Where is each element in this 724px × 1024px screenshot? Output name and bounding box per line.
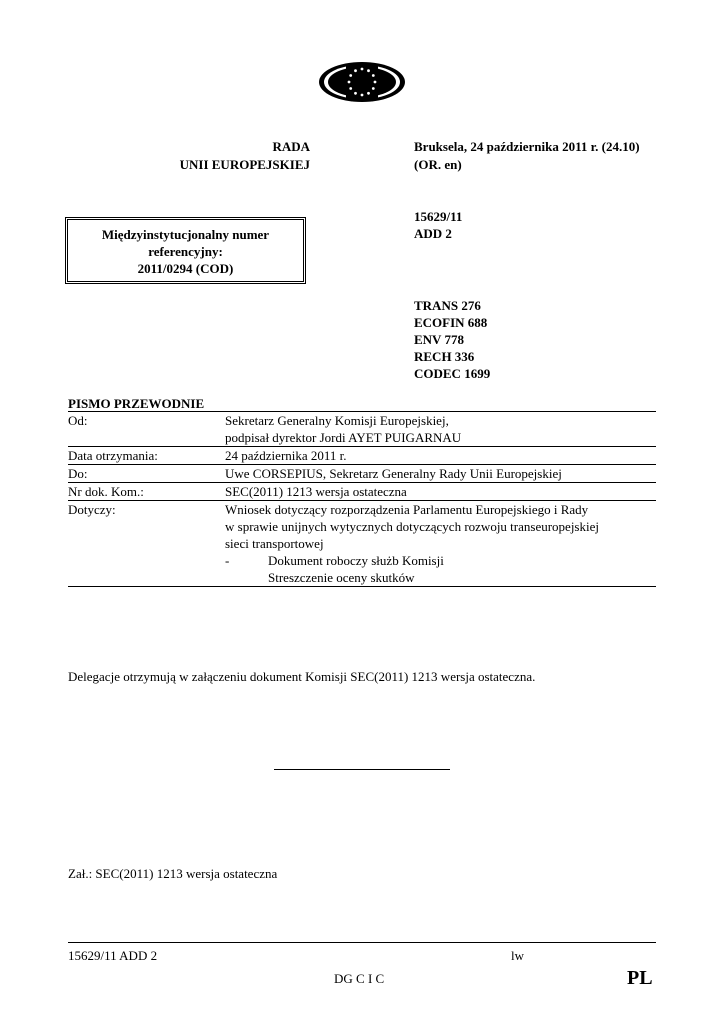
footer-rule bbox=[68, 942, 656, 943]
body-paragraph: Delegacje otrzymują w załączeniu dokument Komisji SEC(2011) 1213 wersja ostateczna. bbox=[68, 669, 536, 684]
row-label: Od: bbox=[68, 413, 88, 428]
row-value-line: sieci transportowej bbox=[225, 536, 324, 551]
row-value-line: Uwe CORSEPIUS, Sekretarz Generalny Rady Unii Europejskiej bbox=[225, 466, 562, 481]
table-row-received bbox=[68, 446, 656, 464]
row-value-line: Sekretarz Generalny Komisji Europejskiej, bbox=[225, 413, 449, 428]
document-number-line2: ADD 2 bbox=[414, 226, 452, 241]
row-value-line: 24 października 2011 r. bbox=[225, 448, 347, 463]
subject-code: ENV 778 bbox=[414, 332, 464, 347]
footer-initials: lw bbox=[511, 948, 524, 963]
subject-code: RECH 336 bbox=[414, 349, 475, 364]
row-value-line: podpisał dyrektor Jordi AYET PUIGARNAU bbox=[225, 430, 462, 445]
council-name-line2: UNII EUROPEJSKIEJ bbox=[179, 157, 310, 172]
table-row-subject bbox=[68, 500, 656, 587]
reference-line2: referencyjny: bbox=[148, 244, 223, 259]
subject-code: CODEC 1699 bbox=[414, 366, 491, 381]
reference-line3: 2011/0294 (COD) bbox=[137, 261, 234, 276]
interinstitutional-reference-box bbox=[65, 217, 306, 284]
table-row-to bbox=[68, 464, 656, 482]
subject-code: TRANS 276 bbox=[414, 298, 481, 313]
row-value bbox=[225, 447, 656, 464]
subject-codes bbox=[414, 297, 490, 382]
footer-language: PL bbox=[627, 967, 653, 989]
council-emblem-icon bbox=[318, 56, 406, 108]
row-value-line: Wniosek dotyczący rozporządzenia Parlamentu Europejskiego i Rady bbox=[225, 502, 589, 517]
place-date: Bruksela, 24 października 2011 r. (24.10) bbox=[414, 139, 640, 154]
table-row-from bbox=[68, 411, 656, 446]
row-label: Do: bbox=[68, 466, 88, 481]
row-value bbox=[225, 501, 656, 586]
row-value-line: w sprawie unijnych wytycznych dotyczących rozwoju transeuropejskiej bbox=[225, 519, 599, 534]
enclosure-note: Zał.: SEC(2011) 1213 wersja ostateczna bbox=[68, 866, 278, 881]
table-row-commission-doc bbox=[68, 482, 656, 500]
sub-item-text: Dokument roboczy służb Komisji bbox=[268, 553, 444, 568]
footer-doc-ref: 15629/11 ADD 2 bbox=[68, 948, 158, 963]
row-value bbox=[225, 465, 656, 482]
document-number bbox=[414, 208, 462, 242]
cover-note-title: PISMO PRZEWODNIE bbox=[68, 396, 205, 411]
council-name-line1: RADA bbox=[272, 139, 310, 154]
row-label: Data otrzymania: bbox=[68, 448, 158, 463]
row-value-line: SEC(2011) 1213 wersja ostateczna bbox=[225, 484, 407, 499]
footer-dg: DG C I C bbox=[334, 971, 385, 986]
cover-note-table bbox=[68, 411, 656, 587]
council-name bbox=[100, 138, 310, 174]
row-value bbox=[225, 483, 656, 500]
sub-item bbox=[225, 552, 656, 569]
subject-code: ECOFIN 688 bbox=[414, 315, 488, 330]
sub-item-text: Streszczenie oceny skutków bbox=[268, 570, 415, 585]
sub-item bbox=[225, 569, 656, 586]
row-value bbox=[225, 412, 656, 446]
original-language: (OR. en) bbox=[414, 157, 462, 172]
divider-line bbox=[274, 769, 450, 770]
row-label: Nr dok. Kom.: bbox=[68, 484, 144, 499]
place-date-block bbox=[414, 138, 714, 174]
reference-line1: Międzyinstytucjonalny numer bbox=[101, 227, 270, 242]
row-label: Dotyczy: bbox=[68, 502, 116, 517]
dash-marker: - bbox=[225, 553, 230, 568]
document-number-line1: 15629/11 bbox=[414, 209, 463, 224]
